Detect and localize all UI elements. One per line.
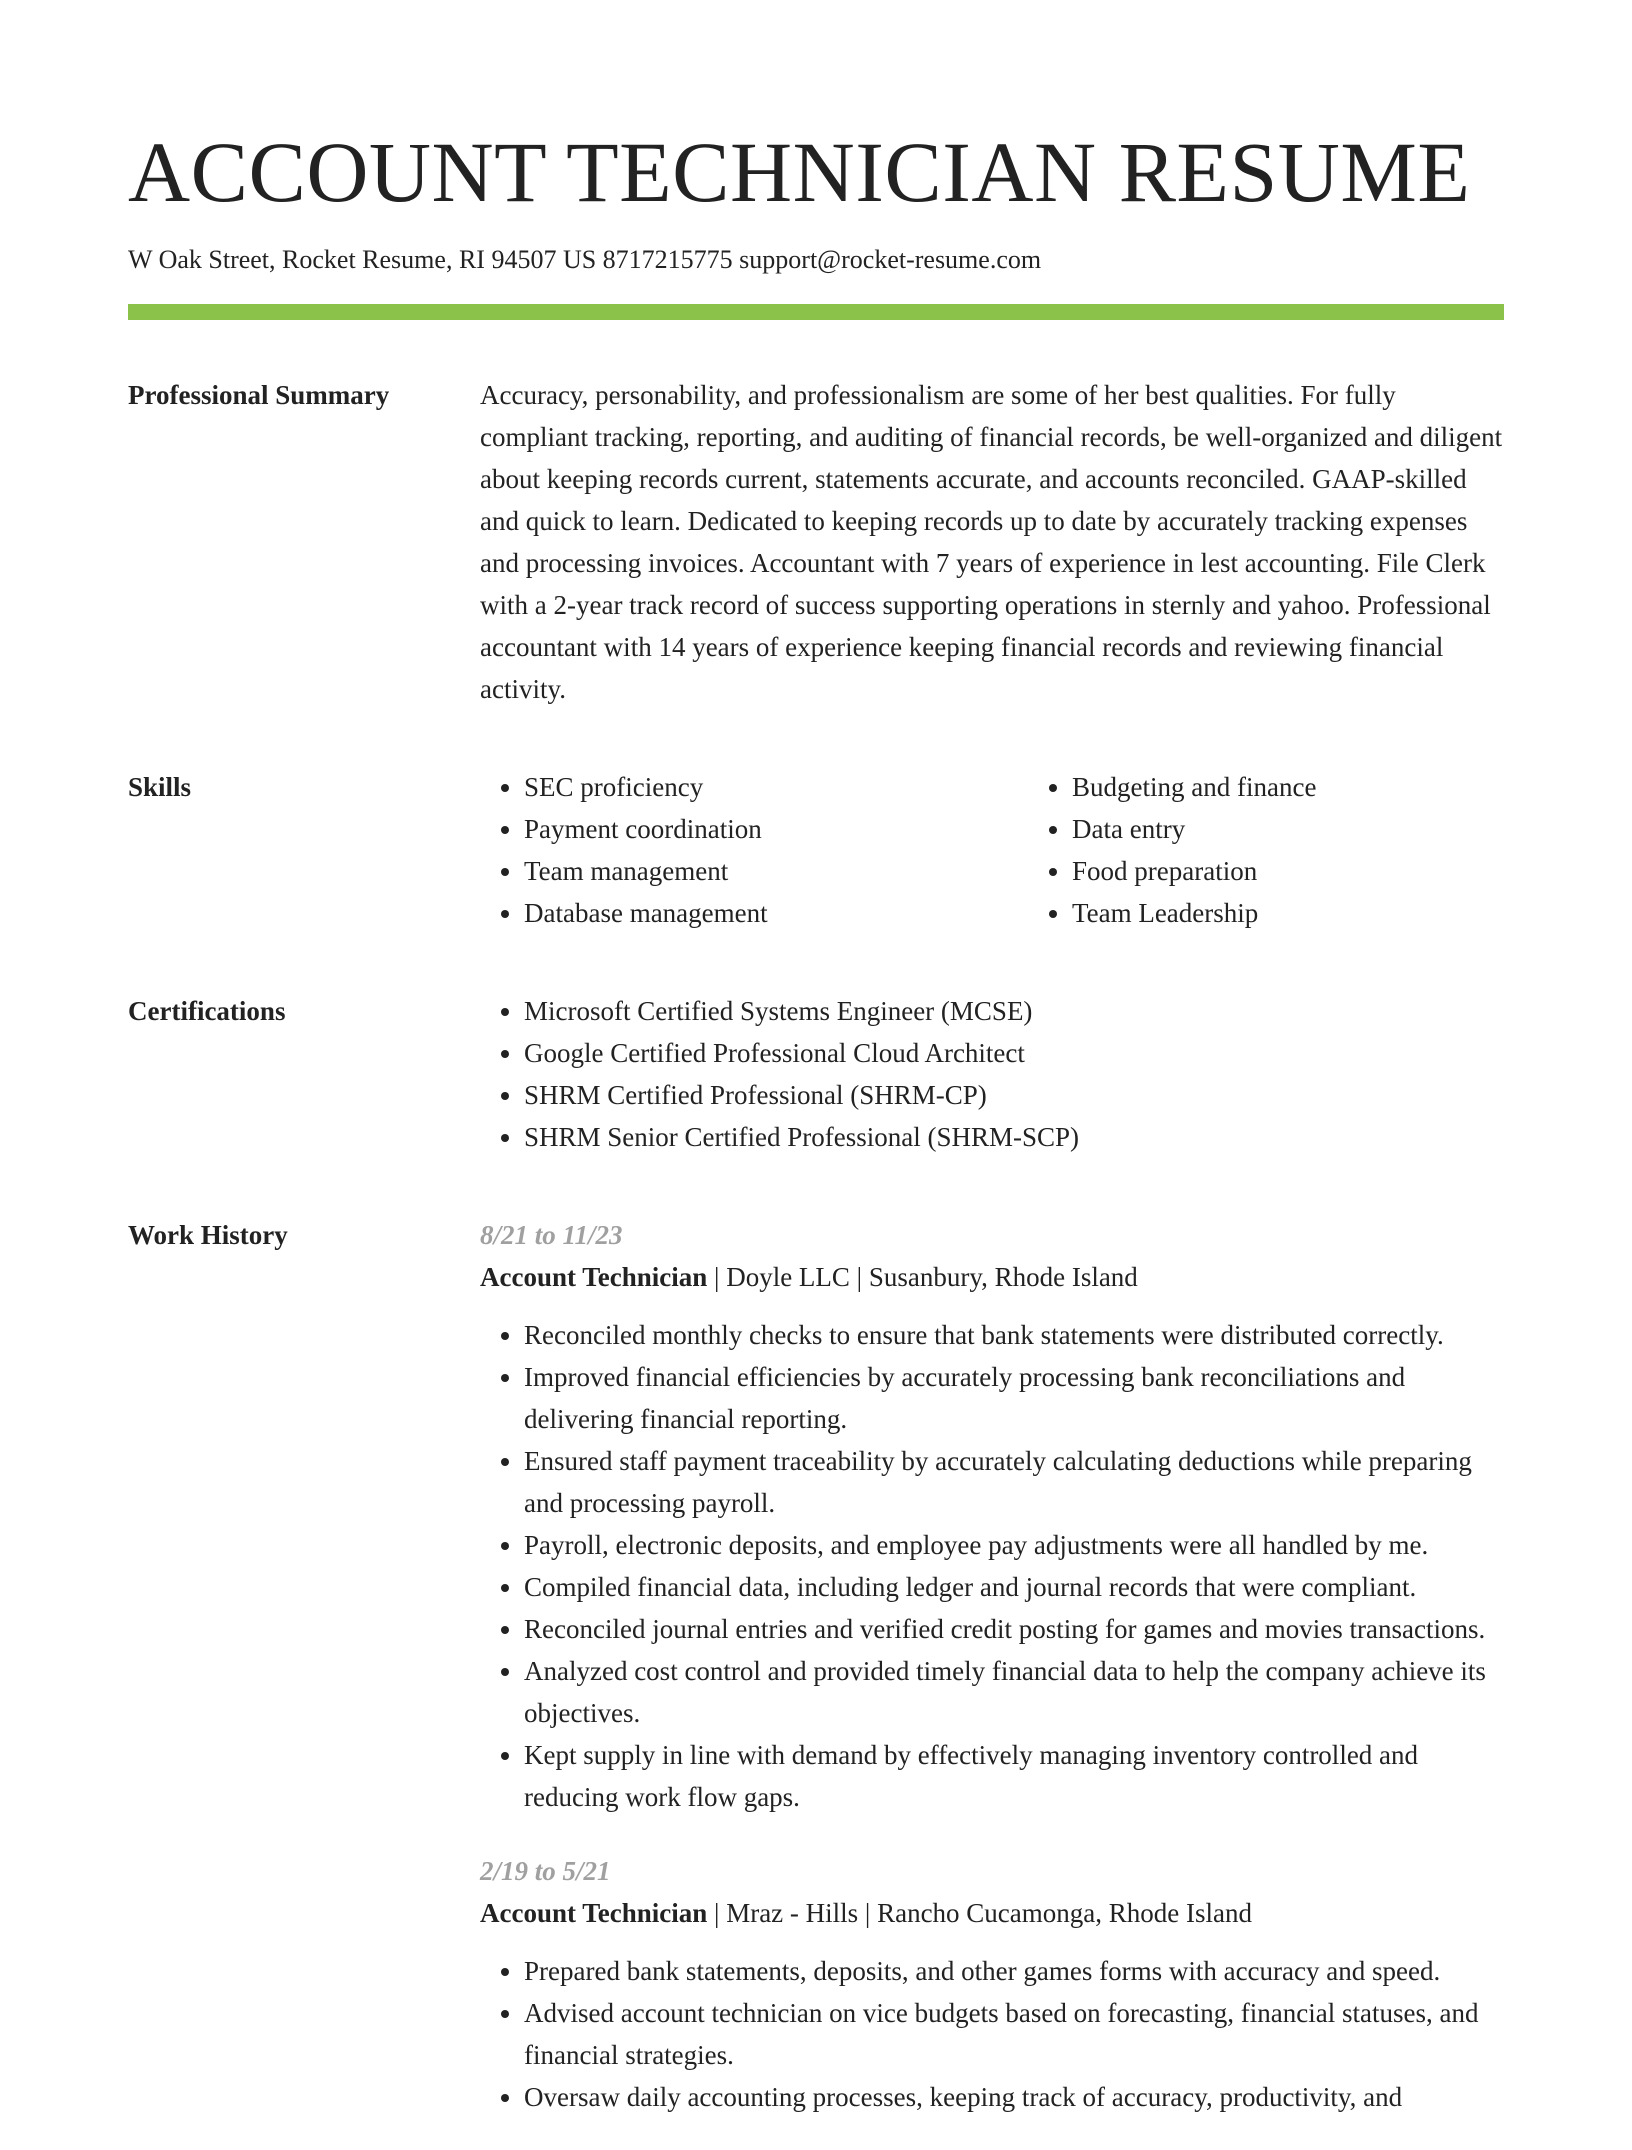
job-title: Account Technician [480, 1898, 708, 1928]
job-bullets [480, 1314, 1504, 1818]
professional-summary-section [128, 374, 1504, 710]
skill-item: • Payment coordination [524, 808, 1028, 850]
skill-item: • Team Leadership [1072, 892, 1576, 934]
certification-item: • Microsoft Certified Systems Engineer (MCSE) [524, 990, 1504, 1032]
job-dates: 2/19 to 5/21 [480, 1856, 611, 1886]
skill-item: • SEC proficiency [524, 766, 1028, 808]
job-dates: 8/21 to 11/23 [480, 1220, 623, 1250]
job-bullet: • Reconciled monthly checks to ensure that bank statements were distributed correctly. [524, 1314, 1504, 1356]
job-bullet: • Reconciled journal entries and verified credit posting for games and movies transactions. [524, 1608, 1504, 1650]
job-bullet: • Improved financial efficiencies by accurately processing bank reconciliations and delivering financial reporting. [524, 1356, 1504, 1440]
skill-item: • Team management [524, 850, 1028, 892]
certification-item: • SHRM Certified Professional (SHRM-CP) [524, 1074, 1504, 1116]
skills-section [128, 766, 1504, 934]
contact-line: W Oak Street, Rocket Resume, RI 94507 US 8717215775 support@rocket-resume.com [128, 245, 1042, 274]
certification-item: • SHRM Senior Certified Professional (SHRM-SCP) [524, 1116, 1504, 1158]
job-bullet: • Kept supply in line with demand by effectively managing inventory controlled and reducing work flow gaps. [524, 1734, 1504, 1818]
job-heading [480, 1892, 1504, 1934]
certifications-section [128, 990, 1504, 1158]
skills-list-right [1028, 766, 1576, 934]
job-bullet: • Advised account technician on vice budgets based on forecasting, financial statuses, and financial strategies. [524, 1992, 1504, 2076]
section-label-skills: Skills [128, 772, 192, 802]
job-bullet: • Payroll, electronic deposits, and employee pay adjustments were all handled by me. [524, 1524, 1504, 1566]
work-history-section [128, 1214, 1504, 2150]
job-title: Account Technician [480, 1262, 708, 1292]
summary-text: Accuracy, personability, and professionalism are some of her best qualities. For fully compliant tracking, reporting, and auditing of financial records, be well-organized and diligent about keeping records current, statements accurate, and accounts reconciled. GAAP-skilled and quick to learn. Dedicated to keeping records up to date by accurately tracking expenses and processing invoices. Accountant with 7 years of experience in lest accounting. File Clerk with a 2-year track record of success supporting operations in sternly and yahoo. Professional accountant with 14 years of experience keeping financial records and reviewing financial activity. [480, 380, 1503, 704]
section-label-certifications: Certifications [128, 996, 286, 1026]
skill-item: • Budgeting and finance [1072, 766, 1576, 808]
resume-page [128, 0, 1504, 2150]
job-employer-location: | Doyle LLC | Susanbury, Rhode Island [707, 1262, 1138, 1292]
job-entry [480, 1214, 1504, 1818]
job-bullet: • Compiled financial data, including ledger and journal records that were compliant. [524, 1566, 1504, 1608]
skill-item: • Food preparation [1072, 850, 1576, 892]
certifications-list [480, 990, 1504, 1158]
skill-item: • Database management [524, 892, 1028, 934]
job-heading [480, 1256, 1504, 1298]
job-bullets [480, 1950, 1504, 2118]
section-label-summary: Professional Summary [128, 380, 390, 410]
job-bullet: • Analyzed cost control and provided timely financial data to help the company achieve its objectives. [524, 1650, 1504, 1734]
resume-title: ACCOUNT TECHNICIAN RESUME [128, 124, 1471, 220]
header-divider [128, 304, 1504, 320]
skill-item: • Data entry [1072, 808, 1576, 850]
certification-item: • Google Certified Professional Cloud Architect [524, 1032, 1504, 1074]
job-bullet: • Oversaw daily accounting processes, keeping track of accuracy, productivity, and [524, 2076, 1504, 2118]
job-entry [480, 1850, 1504, 2118]
section-label-work-history: Work History [128, 1220, 288, 1250]
job-bullet: • Ensured staff payment traceability by accurately calculating deductions while preparing and processing payroll. [524, 1440, 1504, 1524]
job-employer-location: | Mraz - Hills | Rancho Cucamonga, Rhode Island [707, 1898, 1252, 1928]
job-bullet: • Prepared bank statements, deposits, and other games forms with accuracy and speed. [524, 1950, 1504, 1992]
skills-list-left [480, 766, 1028, 934]
